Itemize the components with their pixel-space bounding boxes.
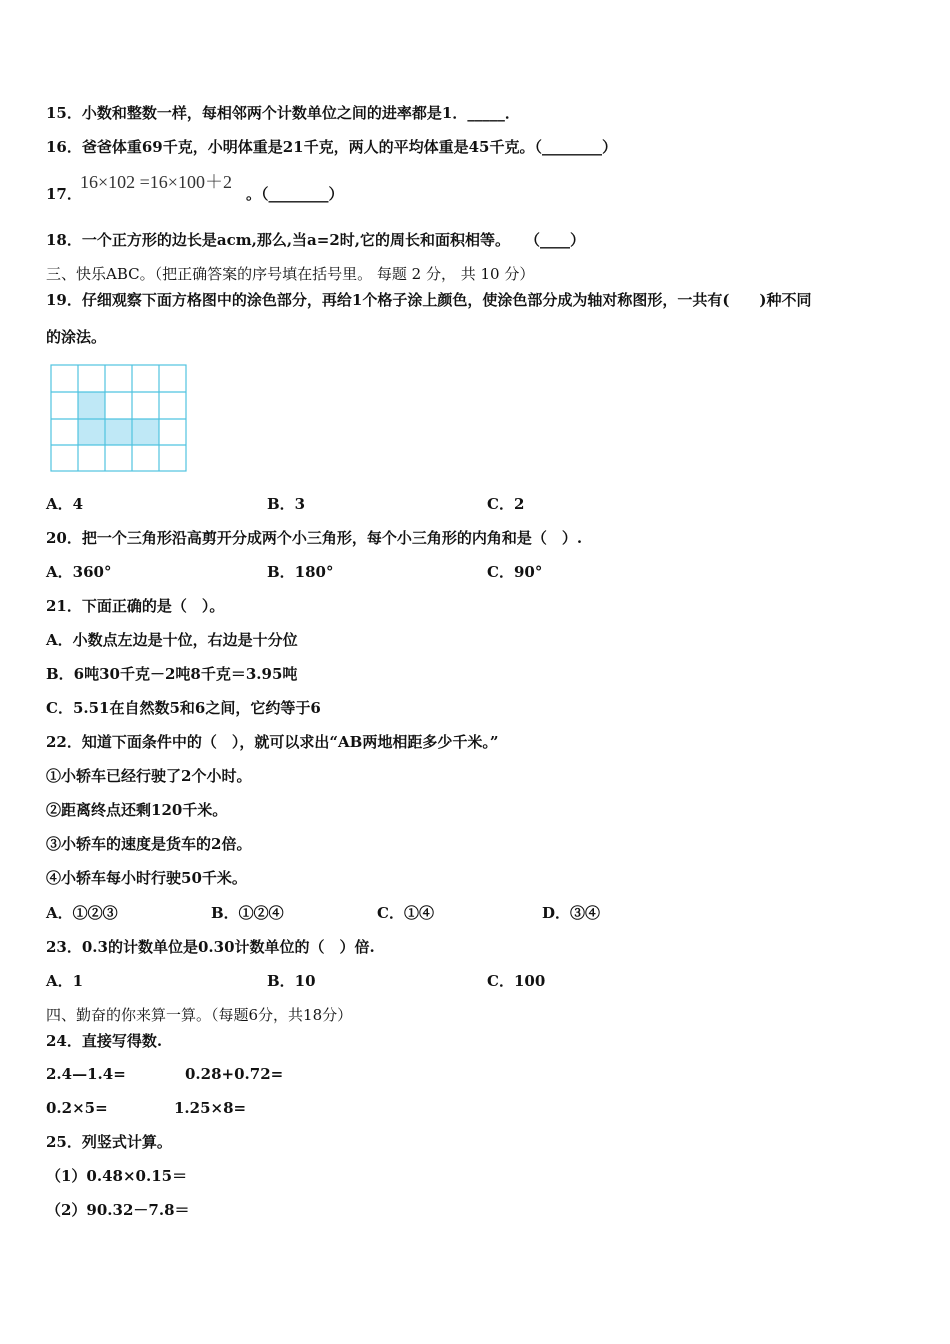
q19-option-b: B．3 bbox=[267, 495, 306, 513]
question-19-line-2: 的涂法。 bbox=[46, 328, 107, 346]
q20-option-a: A．360° bbox=[46, 563, 112, 581]
q21-option-c: C．5.51在自然数5和6之间，它约等于6 bbox=[46, 699, 321, 717]
section-4-heading: 四、勤奋的你来算一算。（每题6分，共18分） bbox=[46, 1006, 353, 1024]
question-17-number: 17． bbox=[46, 185, 82, 203]
shaded-cell bbox=[105, 419, 132, 445]
question-17-blank: 。（________） bbox=[246, 185, 344, 203]
q24-item-3: 0.2×5= bbox=[46, 1099, 108, 1117]
question-15: 15．小数和整数一样，每相邻两个计数单位之间的进率都是1．_____． bbox=[46, 104, 520, 122]
q22-condition-1: ①小轿车已经行驶了2个小时。 bbox=[46, 767, 252, 785]
q22-condition-3: ③小轿车的速度是货车的2倍。 bbox=[46, 835, 252, 853]
question-18: 18．一个正方形的边长是acm,那么,当a=2时,它的周长和面积相等。 （____） bbox=[46, 231, 585, 249]
q22-option-b: B．①②④ bbox=[211, 904, 284, 922]
q19-option-a: A．4 bbox=[46, 495, 84, 513]
grid-lines bbox=[51, 365, 186, 471]
section-3-heading: 三、快乐ABC。（把正确答案的序号填在括号里。 每题 2 分， 共 10 分） bbox=[46, 265, 535, 283]
q19-option-c: C．2 bbox=[487, 495, 525, 513]
q22-condition-4: ④小轿车每小时行驶50千米。 bbox=[46, 869, 247, 887]
q24-item-2: 0.28+0.72= bbox=[185, 1065, 284, 1083]
q22-option-c: C．①④ bbox=[377, 904, 434, 922]
q21-option-b: B．6吨30千克－2吨8千克＝3.95吨 bbox=[46, 665, 298, 683]
q22-option-d: D．③④ bbox=[542, 904, 601, 922]
q21-option-a: A．小数点左边是十位，右边是十分位 bbox=[46, 631, 298, 649]
q22-condition-2: ②距离终点还剩120千米。 bbox=[46, 801, 228, 819]
q25-item-1: （1）0.48×0.15＝ bbox=[46, 1167, 188, 1185]
question-19-line-1: 19．仔细观察下面方格图中的涂色部分，再给1个格子涂上颜色，使涂色部分成为轴对称图形，一共有( )种不同 bbox=[46, 291, 812, 309]
shaded-cell bbox=[78, 392, 105, 419]
question-17-formula: 16×102 =16×100＋2 bbox=[80, 172, 232, 192]
question-16: 16．爸爸体重69千克，小明体重是21千克，两人的平均体重是45千克。（________） bbox=[46, 138, 617, 156]
q20-option-b: B．180° bbox=[267, 563, 334, 581]
q23-option-a: A．1 bbox=[46, 972, 84, 990]
question-21: 21．下面正确的是（ ）。 bbox=[46, 597, 225, 615]
question-23: 23．0.3的计数单位是0.30计数单位的（ ）倍. bbox=[46, 938, 375, 956]
q24-item-1: 2.4—1.4= bbox=[46, 1065, 126, 1083]
question-25: 25．列竖式计算。 bbox=[46, 1133, 172, 1151]
q20-option-c: C．90° bbox=[487, 563, 543, 581]
q23-option-b: B．10 bbox=[267, 972, 316, 990]
question-22: 22．知道下面条件中的（ ），就可以求出“AB两地相距多少千米。” bbox=[46, 733, 499, 751]
shaded-cell bbox=[78, 419, 105, 445]
question-24: 24．直接写得数. bbox=[46, 1032, 163, 1050]
question-20: 20．把一个三角形沿高剪开分成两个小三角形，每个小三角形的内角和是（ ）. bbox=[46, 529, 583, 547]
q23-option-c: C．100 bbox=[487, 972, 546, 990]
shaded-cell bbox=[132, 419, 159, 445]
q24-item-4: 1.25×8= bbox=[174, 1099, 247, 1117]
q22-option-a: A．①②③ bbox=[46, 904, 118, 922]
q25-item-2: （2）90.32－7.8＝ bbox=[46, 1201, 190, 1219]
square-grid-figure bbox=[50, 364, 190, 474]
